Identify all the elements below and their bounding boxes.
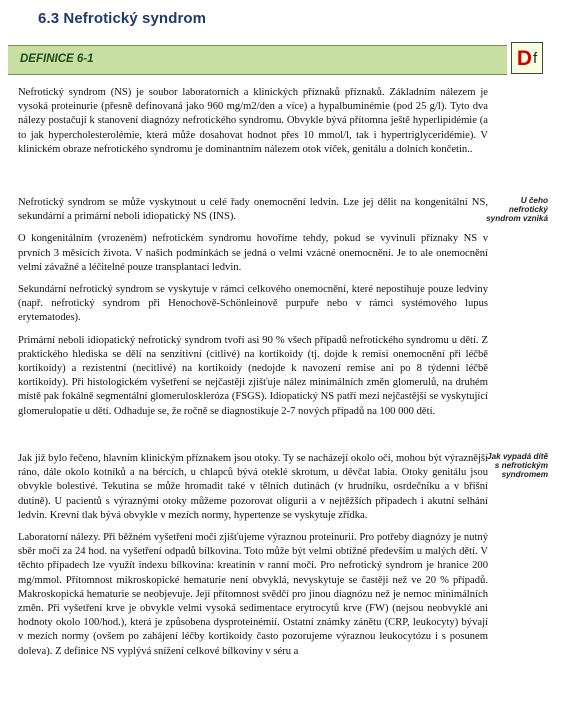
paragraph-symptoms: Jak již bylo řečeno, hlavním klinickým příznakem jsou otoky. Ty se nacházejí okolo očí, mohou být výraznější ráno, dále okolo kotníků a na bércích, u chlapců bývá oteklé skrotum, u děvčat labia. Otoky genitálu jsou obvykle bolestivé. Tekutina se může hromadit také v tělních dutinách (v hrudníku, osrdečníku a v břišní dutině). U pacientů s výraznými otoky můžeme pozorovat oligurii a v nejtěžších případech i akutní selhání ledvin. Krevní tlak bývá obvykle v mezích normy, hypertenze se vyskytuje zřídka. (18, 453, 488, 521)
definition-icon-d: D (516, 46, 532, 70)
text-block-clinical (18, 452, 488, 667)
definition-header (8, 45, 507, 75)
paragraph-secondary: Sekundární nefrotický syndrom se vyskytuje v rámci celkového onemocnění, které nepostihuje pouze ledviny (např. nefrotický syndrom při Henochově-Schönleinově purpuře nebo v rámci systémového lupus erytematodes). (18, 284, 488, 324)
margin-note-appearance: Jak vypadá dítě s nefrotickým syndromem (487, 452, 548, 480)
text-block-types (18, 196, 488, 427)
paragraph-primary: Primární neboli idiopatický nefrotický syndrom tvoří asi 90 % všech případů nefrotického syndromu u dětí. Z praktického hlediska se dělí na senzitivní (citlivé) na kortikoidy (tj. dojde k remisi onemocnění při léčbě kortikoidy) a rezistentní (necitlivé) na kortikoidy (nedojde k navození remise ani po 8 týdenní léčbě kortikoidy). Při histologickém vyšetření se nejčastěji zjišťuje nález minimálních změn glomerulů, na druhém místě pak fokálně segmentální glomeruloskleróza (FSGS). Idiopatický NS patří mezi nejčastější se vyskytující glomerulopatie u dětí. Odhaduje se, že ročně se diagnostikuje 2-7 nových případů na 100 000 dětí. (18, 334, 488, 417)
definition-icon (511, 42, 543, 74)
definition-text (18, 86, 488, 165)
definition-paragraph: Nefrotický syndrom (NS) je soubor laboratorních a klinických příznaků příznaků. Základním nálezem je vysoká proteinurie (přesně definovaná jako 960 mg/m2/den a více) a hypalbuminémie (pod 25 g/l). Tyto dva nálezy postačují k stanovení diagnózy nefrotického syndromu. Obvykle bývá přítomna ještě hyperlipidémie (a to jak hypercholesterolémie, která může dosahovat hodnot přes 10 mmol/l, tak i hypertriglyceridémie). V klinickém obraze nefrotického syndromu je dominantním nálezem otok víček, genitálu a dolních končetin.. (18, 87, 488, 155)
paragraph-lab-findings: Laboratorní nálezy. Při běžném vyšetření moči zjišťujeme výraznou proteinurii. Pro potřeby diagnózy je nutný sběr moči za 24 hod. na vyšetření odpadů bílkovina. Toto může být velmi obtížné především u malých dětí. V těchto případech lze využít indexu bílkovina: kreatinin v ranní moči. Pro nefrotický syndrom je hranice 200 mg/mmol. Přítomnost mikroskopické hematurie není obvyklá, nevyskytuje se častěji než ve 20 % případů. Makroskopická hematurie se neobjevuje. Její přítomnost svědčí pro jinou diagnózu než je nemoc minimálních změn. Při vyšetření krve je obvykle velmi vysoká sedimentace erytrocytů krve (FW) (nejsou neobvyklé ani hodnoty okolo 100/hod.), která je způsobena dysproteinémií. Ostatní známky zánětu (CRP, leukocyty) bývají v mezích normy (ovšem po zahájení léčby kortikoidy často pozorujeme výraznou leukocytózu i s posunem doleva). Z definice NS vyplývá snížení celkové bílkoviny v séru a (18, 532, 488, 657)
margin-note-origin: U čeho nefrotický syndrom vzniká (486, 196, 548, 224)
paragraph-congenital: O kongenitálním (vrozeném) nefrotickém syndromu hovoříme tehdy, pokud se vyvinuli příznaky NS v prvních 3 měsících života. V našich podmínkách se jedná o velmi vzácné onemocnění. Je to ale onemocnění velmi závažné a léčitelné pouze transplantací ledvin. (18, 233, 488, 273)
paragraph-intro: Nefrotický syndrom se může vyskytnout u celé řady onemocnění ledvin. Lze jej dělit na kongenitální NS, sekundární a primární neboli idiopatický NS (INS). (18, 197, 488, 223)
definition-label: DEFINICE 6-1 (20, 53, 94, 65)
definition-icon-f: f (533, 49, 538, 67)
section-title: 6.3 Nefrotický syndrom (38, 10, 207, 27)
